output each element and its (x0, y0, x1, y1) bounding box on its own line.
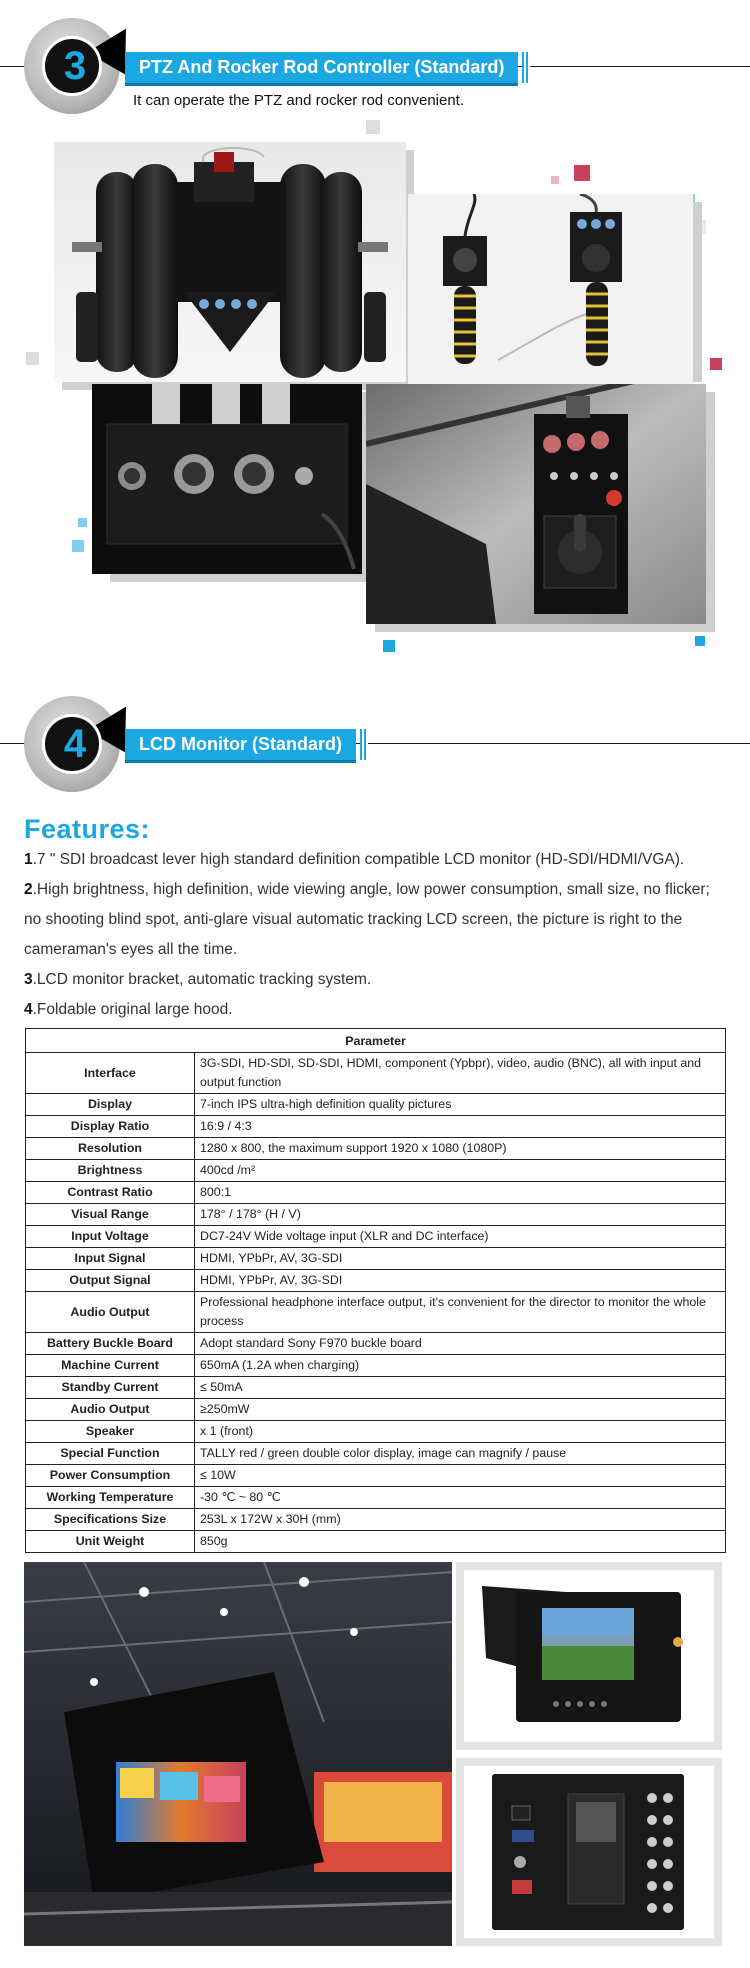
param-name: Brightness (26, 1160, 195, 1182)
decor-square (695, 636, 705, 646)
param-value: ≤ 10W (195, 1465, 726, 1487)
param-value: x 1 (front) (195, 1421, 726, 1443)
table-row (26, 1053, 726, 1094)
table-row (26, 1355, 726, 1377)
table-row (26, 1443, 726, 1465)
feature-number: 3 (24, 971, 33, 988)
decor-square (26, 352, 39, 365)
param-value: 3G-SDI, HD-SDI, SD-SDI, HDMI, component (Ypbpr), video, audio (BNC), all with input and output function (195, 1053, 726, 1094)
param-name: Standby Current (26, 1377, 195, 1399)
table-body (26, 1053, 726, 1553)
param-value: 800:1 (195, 1182, 726, 1204)
param-name: Contrast Ratio (26, 1182, 195, 1204)
section3-title: PTZ And Rocker Rod Controller (Standard) (125, 52, 518, 86)
param-name: Battery Buckle Board (26, 1333, 195, 1355)
param-name: Display Ratio (26, 1116, 195, 1138)
table-row (26, 1421, 726, 1443)
table-row (26, 1204, 726, 1226)
param-value: 850g (195, 1531, 726, 1553)
table-row (26, 1270, 726, 1292)
table-row (26, 1116, 726, 1138)
feature-text: .7 " SDI broadcast lever high standard definition compatible LCD monitor (HD-SDI/HDMI/VGA). (32, 851, 685, 868)
photo-joystick-box (366, 384, 706, 624)
table-header: Parameter (26, 1029, 726, 1053)
param-value: TALLY red / green double color display, image can magnify / pause (195, 1443, 726, 1465)
table-row (26, 1226, 726, 1248)
decor-square (383, 640, 395, 652)
param-value: -30 ℃ ~ 80 ℃ (195, 1487, 726, 1509)
photo-monitor-back (456, 1758, 722, 1946)
param-value: HDMI, YPbPr, AV, 3G-SDI (195, 1248, 726, 1270)
photo-studio-monitor (24, 1562, 452, 1946)
feature-item (24, 965, 730, 995)
decor-square (366, 120, 380, 134)
param-value: 7-inch IPS ultra-high definition quality pictures (195, 1094, 726, 1116)
feature-item (24, 995, 730, 1025)
table-row (26, 1160, 726, 1182)
features-heading: Features: (24, 814, 151, 844)
decor-square (78, 518, 87, 527)
decor-square (551, 176, 559, 184)
param-value: ≤ 50mA (195, 1377, 726, 1399)
param-name: Display (26, 1094, 195, 1116)
param-value: 1280 x 800, the maximum support 1920 x 1080 (1080P) (195, 1138, 726, 1160)
table-row (26, 1465, 726, 1487)
param-name: Resolution (26, 1138, 195, 1160)
param-name: Audio Output (26, 1399, 195, 1421)
param-name: Specifications Size (26, 1509, 195, 1531)
param-name: Special Function (26, 1443, 195, 1465)
photo-rocker-rod-controller (54, 142, 406, 382)
feature-text: .Foldable original large hood. (32, 1001, 233, 1018)
param-name: Audio Output (26, 1292, 195, 1333)
table-row (26, 1094, 726, 1116)
param-name: Unit Weight (26, 1531, 195, 1553)
param-name: Input Voltage (26, 1226, 195, 1248)
feature-text: .LCD monitor bracket, automatic tracking system. (32, 971, 372, 988)
parameter-table (25, 1028, 726, 1553)
param-value: 178° / 178° (H / V) (195, 1204, 726, 1226)
param-value: Adopt standard Sony F970 buckle board (195, 1333, 726, 1355)
param-name: Output Signal (26, 1270, 195, 1292)
param-value: DC7-24V Wide voltage input (XLR and DC interface) (195, 1226, 726, 1248)
decor-square (710, 358, 722, 370)
photo-monitor-front (456, 1562, 722, 1750)
param-name: Power Consumption (26, 1465, 195, 1487)
feature-item (24, 845, 730, 875)
section4-badge (24, 696, 120, 792)
table-row (26, 1138, 726, 1160)
feature-number: 2 (24, 881, 33, 898)
section4-title: LCD Monitor (Standard) (125, 729, 356, 763)
section3-badge (24, 18, 120, 114)
feature-number: 1 (24, 851, 33, 868)
param-value: 400cd /m² (195, 1160, 726, 1182)
section3-number: 3 (63, 44, 87, 88)
param-value: 650mA (1.2A when charging) (195, 1355, 726, 1377)
param-name: Input Signal (26, 1248, 195, 1270)
photo-connector-panel (92, 384, 362, 574)
param-name: Interface (26, 1053, 195, 1094)
feature-text: .High brightness, high definition, wide viewing angle, low power consumption, small size, no flicker; no shooting blind spot, anti-glare visual automatic tracking LCD screen, the picture is right to the cameraman's eyes all the time. (24, 881, 710, 958)
table-row (26, 1292, 726, 1333)
param-value: Professional headphone interface output, it's convenient for the director to monitor the whole process (195, 1292, 726, 1333)
table-row (26, 1377, 726, 1399)
table-row (26, 1248, 726, 1270)
param-name: Visual Range (26, 1204, 195, 1226)
table-row (26, 1399, 726, 1421)
table-row (26, 1182, 726, 1204)
table-row (26, 1487, 726, 1509)
param-name: Speaker (26, 1421, 195, 1443)
section4-number: 4 (63, 722, 87, 766)
feature-item (24, 875, 730, 965)
param-value: 16:9 / 4:3 (195, 1116, 726, 1138)
decor-square (72, 540, 84, 552)
decor-square (574, 165, 590, 181)
table-row (26, 1531, 726, 1553)
param-name: Machine Current (26, 1355, 195, 1377)
param-value: HDMI, YPbPr, AV, 3G-SDI (195, 1270, 726, 1292)
photo-handles (408, 194, 693, 384)
feature-number: 4 (24, 1001, 33, 1018)
param-name: Working Temperature (26, 1487, 195, 1509)
section3-subtitle: It can operate the PTZ and rocker rod convenient. (133, 92, 465, 109)
param-value: 253L x 172W x 30H (mm) (195, 1509, 726, 1531)
table-row (26, 1333, 726, 1355)
param-value: ≥250mW (195, 1399, 726, 1421)
table-row (26, 1509, 726, 1531)
